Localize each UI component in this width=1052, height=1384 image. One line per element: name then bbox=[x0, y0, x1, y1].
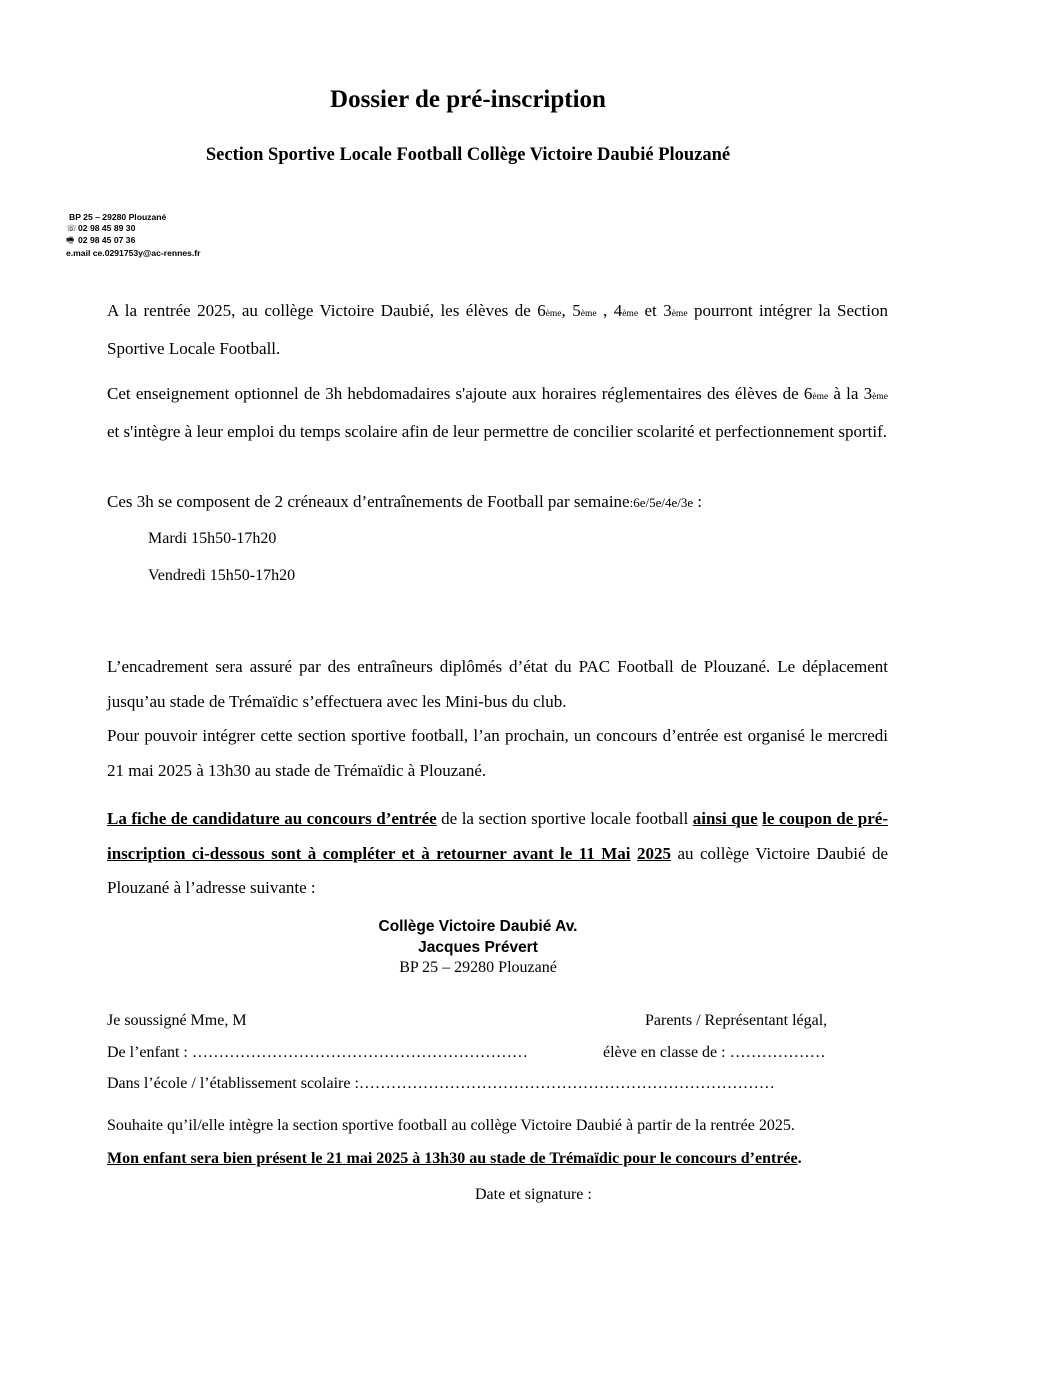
wish-statement: Souhaite qu’il/elle intègre la section sportive football au collège Victoire Daubié à partir de la rentrée 2025. bbox=[107, 1117, 795, 1134]
contact-fax-number: 02 98 45 07 36 bbox=[78, 235, 136, 245]
entrance-exam-paragraph: Pour pouvoir intégrer cette section sportive football, l’an prochain, un concours d’entrée est organisé le mercredi 21 mai 2025 à 13h30 au stade de Trémaïdic à Plouzané. bbox=[107, 726, 888, 780]
schedule-item: Mardi 15h50-17h20 bbox=[148, 530, 277, 547]
address-line: Collège Victoire Daubié Av. bbox=[378, 918, 578, 935]
optional-teaching-paragraph: Cet enseignement optionnel de 3h hebdomadaires s'ajoute aux horaires réglementaires des élèves de 6ème à la 3ème et s'intègre à leur emploi du temps scolaire afin de leur permettre de concilier scolarité et perfectionnement sportif. bbox=[107, 384, 888, 441]
contact-address: BP 25 – 29280 Plouzané bbox=[69, 212, 167, 222]
phone-icon: ☏ bbox=[66, 223, 77, 233]
application-paragraph: La fiche de candidature au concours d’entrée de la section sportive locale football ainsi que le coupon de pré-inscription ci-dessous sont à compléter et à retourner avant le 11 Mai 2025 au collège Victoire Daubié de Plouzané à l’adresse suivante : bbox=[107, 809, 889, 897]
intro-paragraph: A la rentrée 2025, au collège Victoire Daubié, les élèves de 6ème, 5ème , 4ème et 3ème pourront intégrer la Section Sportive Locale Football. bbox=[107, 301, 888, 358]
address-line: BP 25 – 29280 Plouzané bbox=[399, 959, 557, 976]
page-title: Dossier de pré-inscription bbox=[330, 86, 606, 113]
contact-fax bbox=[66, 235, 135, 246]
address-line: Jacques Prévert bbox=[418, 939, 538, 956]
child-name-field: De l’enfant : ……………………………………………………… bbox=[107, 1044, 528, 1061]
presence-statement: Mon enfant sera bien présent le 21 mai 2025 à 13h30 au stade de Trémaïdic pour le concours d’entrée. bbox=[107, 1150, 802, 1167]
page-subtitle: Section Sportive Locale Football Collège Victoire Daubié Plouzané bbox=[205, 145, 731, 165]
contact-email: e.mail ce.0291753y@ac-rennes.fr bbox=[66, 248, 201, 258]
schedule-item: Vendredi 15h50-17h20 bbox=[148, 567, 296, 584]
undersigned-label: Je soussigné Mme, M bbox=[107, 1012, 247, 1029]
staff-paragraph: L’encadrement sera assuré par des entraîneurs diplômés d’état du PAC Football de Plouzané. Le déplacement jusqu’au stade de Trémaïdic s’effectuera avec les Mini-bus du club. bbox=[107, 657, 888, 711]
contact-phone-number: 02 98 45 89 30 bbox=[78, 223, 136, 233]
class-field: élève en classe de : ……………… bbox=[603, 1044, 826, 1061]
school-field: Dans l’école / l’établissement scolaire :…………………………………………………………………… bbox=[107, 1075, 775, 1092]
fax-icon: 🖷 bbox=[66, 235, 75, 245]
parents-label: Parents / Représentant légal, bbox=[645, 1012, 828, 1029]
date-signature-label: Date et signature : bbox=[475, 1186, 592, 1203]
contact-phone bbox=[66, 223, 135, 234]
sessions-paragraph: Ces 3h se composent de 2 créneaux d’entraînements de Football par semaine:6e/5e/4e/3e : bbox=[107, 492, 703, 511]
